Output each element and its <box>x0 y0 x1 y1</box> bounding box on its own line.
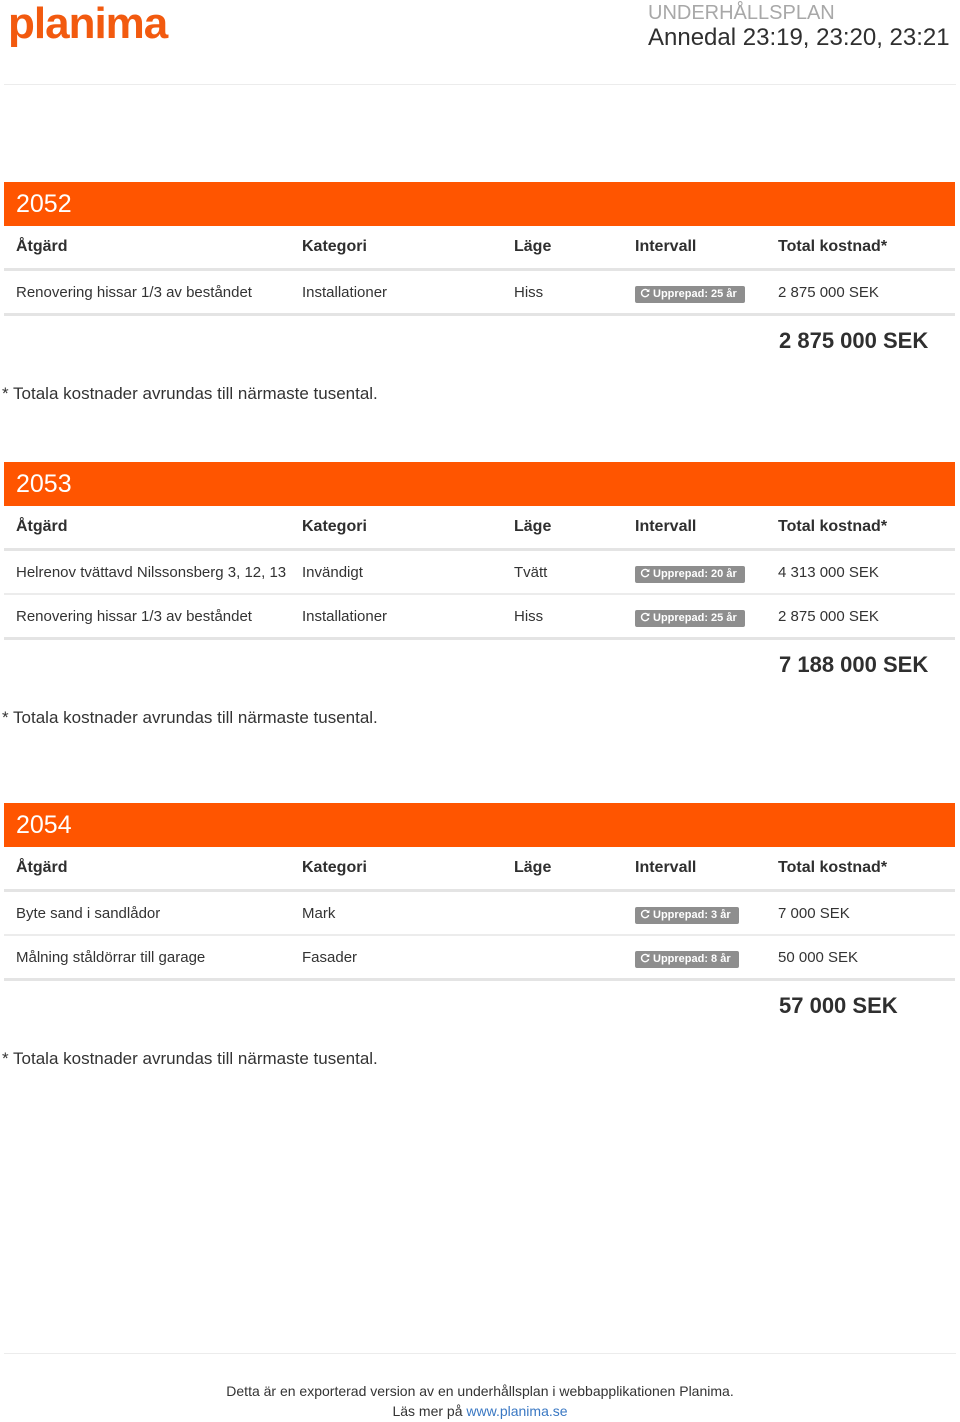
table-header-row <box>4 226 955 270</box>
column-header-total: Total kostnad* <box>766 226 955 270</box>
column-header-total: Total kostnad* <box>766 847 955 891</box>
cell-interval <box>623 935 766 980</box>
rounding-note: * Totala kostnader avrundas till närmaste tusental. <box>2 1049 378 1068</box>
document-title: Annedal 23:19, 23:20, 23:21 <box>648 24 950 51</box>
cell-location <box>502 935 623 980</box>
table-row <box>4 935 955 980</box>
table-header-row <box>4 506 955 550</box>
planima-link[interactable]: www.planima.se <box>466 1403 568 1419</box>
cell-action: Renovering hissar 1/3 av beståndet <box>4 594 290 639</box>
cell-category: Installationer <box>290 270 502 315</box>
table-row <box>4 891 955 936</box>
column-header-location: Läge <box>502 847 623 891</box>
cell-interval <box>623 891 766 936</box>
refresh-icon <box>640 567 650 577</box>
table-row <box>4 270 955 315</box>
column-header-interval: Intervall <box>623 847 766 891</box>
year-total: 57 000 SEK <box>779 993 898 1018</box>
column-header-action: Åtgärd <box>4 226 290 270</box>
year-total: 2 875 000 SEK <box>779 328 929 353</box>
cell-location: Hiss <box>502 594 623 639</box>
table-header-row <box>4 847 955 891</box>
interval-badge <box>635 286 745 303</box>
refresh-icon <box>640 908 650 918</box>
cell-location <box>502 891 623 936</box>
year-total: 7 188 000 SEK <box>779 652 929 677</box>
refresh-icon <box>640 287 650 297</box>
column-header-action: Åtgärd <box>4 847 290 891</box>
interval-label: Upprepad: 20 år <box>653 568 737 580</box>
interval-badge <box>635 951 739 968</box>
table-row <box>4 594 955 639</box>
year-heading: 2053 <box>4 462 955 506</box>
maintenance-table <box>4 847 955 981</box>
rounding-note: * Totala kostnader avrundas till närmaste tusental. <box>2 708 378 727</box>
cell-cost: 4 313 000 SEK <box>766 550 955 595</box>
column-header-interval: Intervall <box>623 226 766 270</box>
footer-text: Detta är en exporterad version av en underhållsplan i webbapplikationen Planima. <box>226 1383 734 1399</box>
column-header-location: Läge <box>502 506 623 550</box>
cell-action: Renovering hissar 1/3 av beståndet <box>4 270 290 315</box>
footer-more <box>0 1401 960 1421</box>
interval-label: Upprepad: 3 år <box>653 909 731 921</box>
cell-action: Helrenov tvättavd Nilssonsberg 3, 12, 13 <box>4 550 290 595</box>
year-section-2052 <box>4 182 955 404</box>
maintenance-table <box>4 226 955 316</box>
cell-action: Målning ståldörrar till garage <box>4 935 290 980</box>
cell-category: Mark <box>290 891 502 936</box>
interval-badge <box>635 566 745 583</box>
column-header-category: Kategori <box>290 506 502 550</box>
rounding-note: * Totala kostnader avrundas till närmaste tusental. <box>2 384 378 403</box>
interval-label: Upprepad: 25 år <box>653 288 737 300</box>
cell-location: Tvätt <box>502 550 623 595</box>
year-heading: 2054 <box>4 803 955 847</box>
footer-divider <box>4 1353 956 1354</box>
interval-label: Upprepad: 8 år <box>653 953 731 965</box>
interval-badge <box>635 610 745 627</box>
cell-interval <box>623 550 766 595</box>
header-divider <box>4 84 956 85</box>
cell-category: Installationer <box>290 594 502 639</box>
interval-badge <box>635 907 739 924</box>
footer-more-label: Läs mer på <box>392 1403 463 1419</box>
cell-cost: 2 875 000 SEK <box>766 594 955 639</box>
cell-cost: 50 000 SEK <box>766 935 955 980</box>
cell-action: Byte sand i sandlådor <box>4 891 290 936</box>
footer <box>0 1381 960 1421</box>
cell-location: Hiss <box>502 270 623 315</box>
document-kind: UNDERHÅLLSPLAN <box>648 2 835 24</box>
document-header <box>648 2 954 52</box>
column-header-action: Åtgärd <box>4 506 290 550</box>
year-heading: 2052 <box>4 182 955 226</box>
cell-cost: 2 875 000 SEK <box>766 270 955 315</box>
interval-label: Upprepad: 25 år <box>653 612 737 624</box>
cell-category: Invändigt <box>290 550 502 595</box>
year-section-2053 <box>4 462 955 728</box>
column-header-location: Läge <box>502 226 623 270</box>
refresh-icon <box>640 611 650 621</box>
logo: planima <box>8 0 168 48</box>
column-header-category: Kategori <box>290 226 502 270</box>
year-section-2054 <box>4 803 955 1069</box>
refresh-icon <box>640 952 650 962</box>
cell-interval <box>623 270 766 315</box>
table-row <box>4 550 955 595</box>
cell-interval <box>623 594 766 639</box>
column-header-category: Kategori <box>290 847 502 891</box>
cell-cost: 7 000 SEK <box>766 891 955 936</box>
column-header-total: Total kostnad* <box>766 506 955 550</box>
column-header-interval: Intervall <box>623 506 766 550</box>
maintenance-table <box>4 506 955 640</box>
cell-category: Fasader <box>290 935 502 980</box>
